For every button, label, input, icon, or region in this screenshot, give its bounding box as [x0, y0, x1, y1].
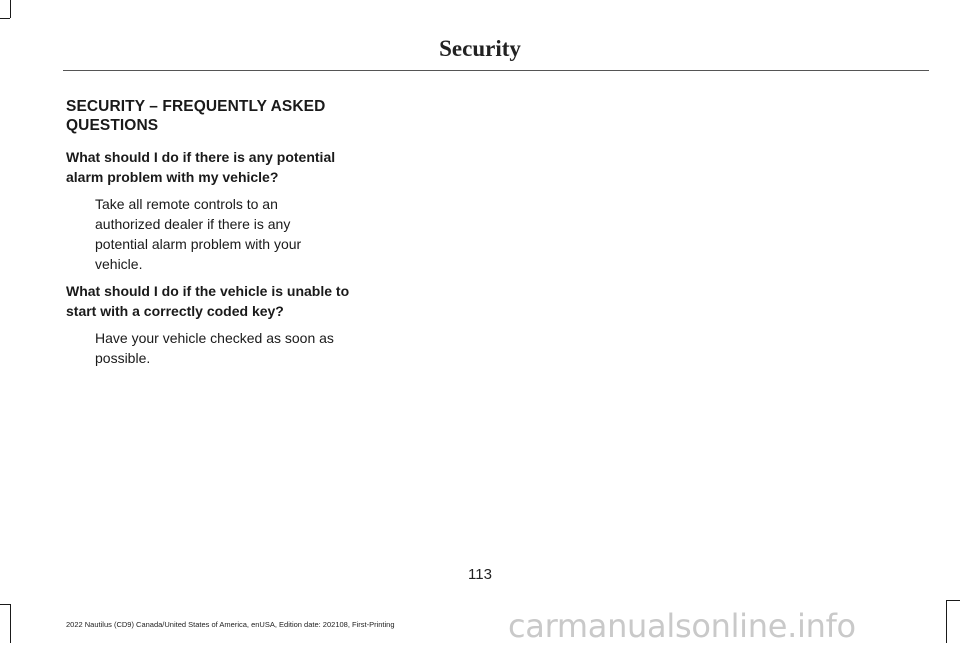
- faq-question: What should I do if there is any potential alarm problem with my vehicle?: [66, 149, 336, 185]
- crop-mark-top-left-vertical: [10, 0, 11, 18]
- faq-question: What should I do if the vehicle is unable to start with a correctly coded key?: [66, 283, 350, 319]
- faq-answer: Take all remote controls to an authorized dealer if there is any potential alarm problem with your vehicle.: [95, 196, 302, 272]
- edition-footer: 2022 Nautilus (CD9) Canada/United States of America, enUSA, Edition date: 202108, First-Printing: [66, 620, 395, 629]
- faq-answer: Have your vehicle checked as soon as possible.: [95, 330, 334, 366]
- page-header-title: Security: [439, 36, 521, 61]
- main-content: [66, 97, 358, 375]
- crop-mark-bottom-left-horizontal: [0, 604, 10, 605]
- watermark-text: carmanualsonline.info: [508, 607, 856, 645]
- crop-mark-bottom-right-horizontal: [946, 600, 960, 601]
- header-rule: [63, 70, 929, 71]
- page-number: 113: [468, 566, 492, 583]
- crop-mark-top-left-horizontal: [0, 18, 10, 19]
- crop-mark-bottom-left-vertical: [10, 604, 11, 643]
- crop-mark-bottom-right-vertical: [946, 600, 947, 643]
- section-title: SECURITY – FREQUENTLY ASKED QUESTIONS: [66, 98, 326, 134]
